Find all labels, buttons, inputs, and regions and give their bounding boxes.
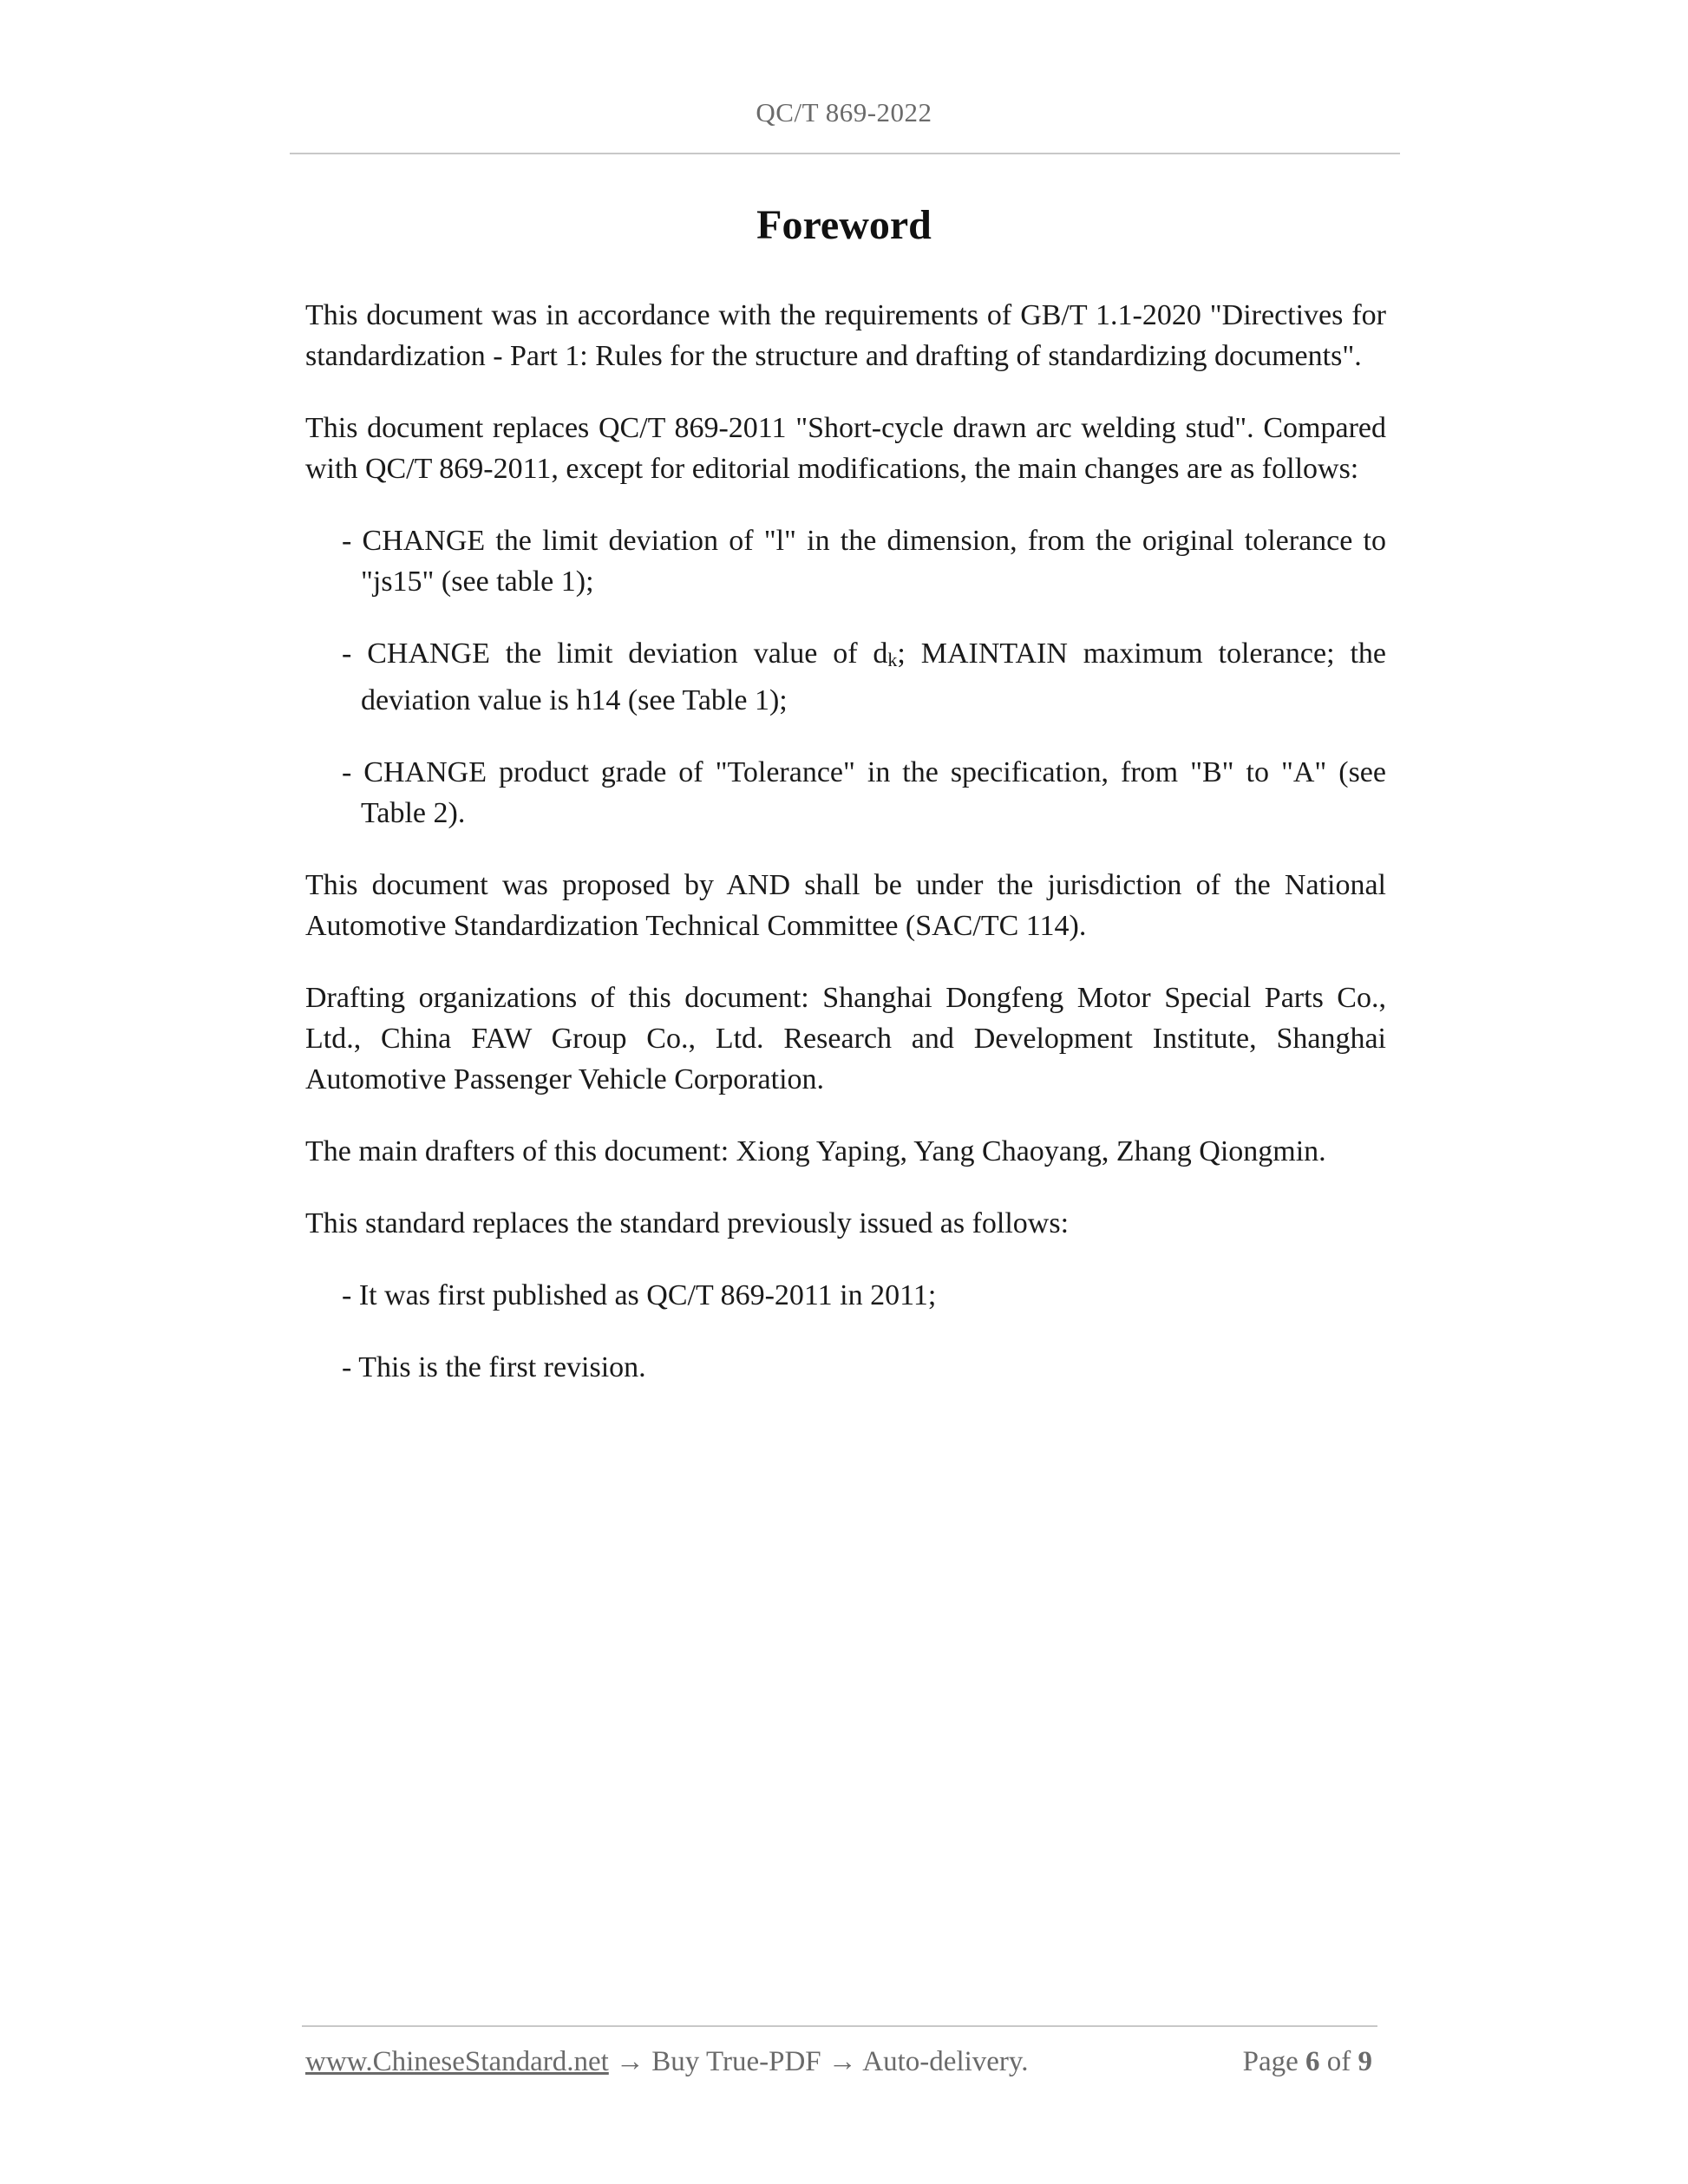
page-number bbox=[1243, 2046, 1372, 2078]
current-page: 6 bbox=[1305, 2046, 1320, 2077]
footer-divider bbox=[302, 2025, 1377, 2027]
page-title: Foreword bbox=[756, 202, 932, 248]
history-item-2: - This is the first revision. bbox=[342, 1351, 646, 1383]
page-label: Page bbox=[1242, 2046, 1305, 2077]
footer-promo bbox=[305, 2046, 1029, 2078]
history-item-1: - It was first published as QC/T 869-2011 in 2011; bbox=[342, 1279, 937, 1311]
paragraph-drafters: The main drafters of this document: Xiong Yaping, Yang Chaoyang, Zhang Qiongmin. bbox=[305, 1135, 1326, 1167]
running-header: QC/T 869-2022 bbox=[756, 97, 932, 128]
change-item-2-text-a: - CHANGE the limit deviation value of d bbox=[342, 638, 888, 670]
document-body bbox=[305, 295, 1386, 1419]
change-item-1: - CHANGE the limit deviation of "l" in the dimension, from the original tolerance to "js15" (see table 1); bbox=[342, 525, 1386, 598]
subscript-k: k bbox=[887, 649, 898, 670]
footer-promo-text: → Buy True-PDF → Auto-delivery. bbox=[608, 2046, 1029, 2077]
paragraph-drafting-orgs: Drafting organizations of this document: Shanghai Dongfeng Motor Special Parts Co., Ltd., China FAW Group Co., Ltd. Research and Development Institute, Shanghai Automotive Passenger Vehicle Corporation. bbox=[305, 982, 1386, 1095]
header-divider bbox=[290, 153, 1400, 154]
of-label: of bbox=[1319, 2046, 1358, 2077]
website-link[interactable]: www.ChineseStandard.net bbox=[305, 2046, 609, 2077]
total-pages: 9 bbox=[1358, 2046, 1372, 2077]
change-item-2-text-b: ; MAINTAIN maximum tolerance; the deviation value is h14 (see Table 1); bbox=[361, 638, 1386, 716]
paragraph-jurisdiction: This document was proposed by AND shall be under the jurisdiction of the National Automotive Standardization Technical Committee (SAC/TC 114). bbox=[305, 869, 1386, 942]
change-item-3: - CHANGE product grade of "Tolerance" in the specification, from "B" to "A" (see Table 2). bbox=[342, 756, 1386, 829]
change-item-2 bbox=[342, 633, 1386, 721]
paragraph-directives: This document was in accordance with the requirements of GB/T 1.1-2020 "Directives for standardization - Part 1: Rules for the structure and drafting of standardizing documents". bbox=[305, 299, 1386, 372]
paragraph-replaces: This document replaces QC/T 869-2011 "Short-cycle drawn arc welding stud". Compared with QC/T 869-2011, except for editorial modifications, the main changes are as follows: bbox=[305, 412, 1386, 485]
paragraph-history-intro: This standard replaces the standard previously issued as follows: bbox=[305, 1207, 1070, 1239]
